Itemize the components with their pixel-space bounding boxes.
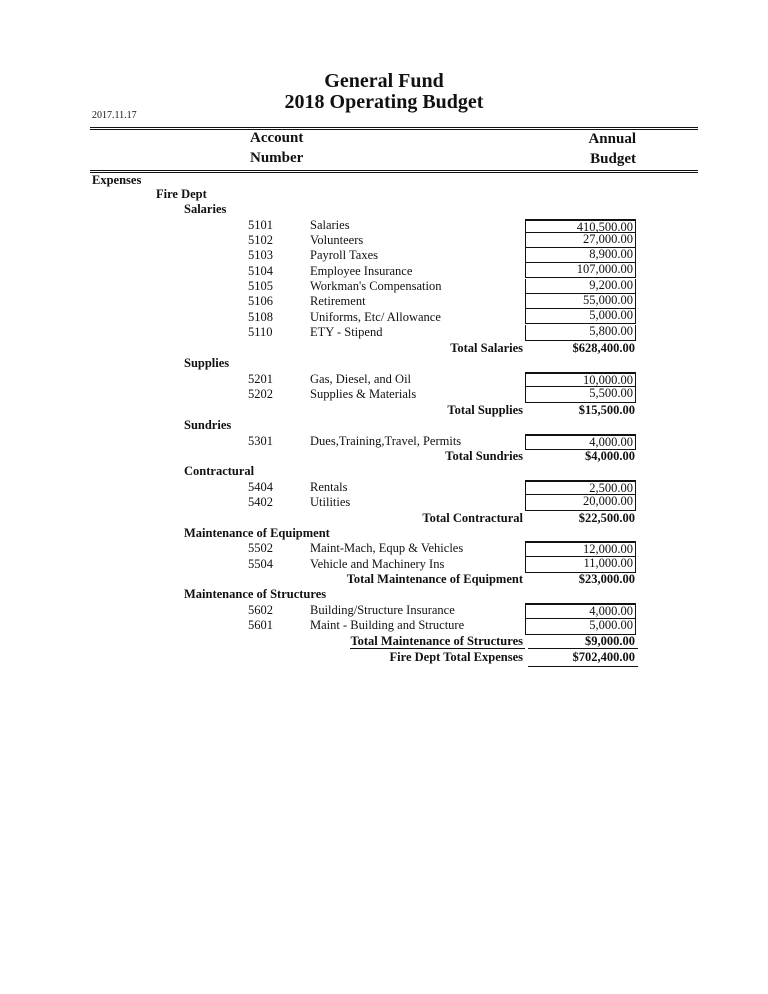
line-item-amount: 5,000.00 (525, 619, 636, 635)
group-heading: Sundries (184, 418, 232, 432)
line-item-amount: 27,000.00 (525, 233, 636, 248)
line-item-description: Volunteers (310, 233, 364, 247)
budget-header-line1: Annual (588, 131, 636, 147)
line-item-description: Maint-Mach, Equp & Vehicles (310, 541, 464, 555)
group-heading: Supplies (184, 356, 230, 370)
line-item-description: Gas, Diesel, and Oil (310, 372, 412, 386)
report-date: 2017.11.17 (92, 110, 137, 121)
line-item-description: Maint - Building and Structure (310, 618, 465, 632)
account-code: 5602 (248, 603, 273, 617)
budget-header-line2: Budget (590, 151, 636, 167)
group-total-amount: $23,000.00 (578, 572, 635, 586)
line-item-description: Vehicle and Machinery Ins (310, 557, 445, 571)
line-item-description: Salaries (310, 218, 350, 232)
line-item-description: Payroll Taxes (310, 248, 378, 262)
account-code: 5502 (248, 541, 273, 555)
line-item-description: Rentals (310, 480, 348, 494)
group-total-amount: $9,000.00 (585, 634, 635, 648)
line-item-amount: 55,000.00 (525, 294, 636, 309)
group-total-amount: $4,000.00 (585, 449, 635, 463)
line-item-amount: 12,000.00 (525, 541, 636, 557)
account-header-line1: Account (250, 130, 304, 146)
line-item-description: Uniforms, Etc/ Allowance (310, 310, 441, 324)
line-item-description: Employee Insurance (310, 264, 413, 278)
account-code: 5110 (248, 325, 273, 339)
account-code: 5104 (248, 264, 273, 278)
section-label: Expenses (92, 173, 142, 187)
line-item-amount: 5,800.00 (525, 325, 636, 341)
header-rule-top-2 (90, 129, 698, 130)
group-total-label: Total Contractural (422, 511, 523, 525)
account-header-line2: Number (250, 150, 304, 166)
line-item-amount: 4,000.00 (525, 603, 636, 619)
report-title: General Fund (324, 70, 444, 92)
group-heading: Contractural (184, 464, 255, 478)
group-heading: Maintenance of Equipment (184, 526, 330, 540)
header-rule-bottom (90, 170, 698, 171)
line-item-amount: 8,900.00 (525, 248, 636, 263)
account-code: 5108 (248, 310, 273, 324)
grand-total-underline (528, 666, 638, 667)
account-code: 5201 (248, 372, 273, 386)
line-item-amount: 20,000.00 (525, 495, 636, 511)
line-item-amount: 10,000.00 (525, 372, 636, 387)
total-underline (528, 648, 638, 649)
account-code: 5601 (248, 618, 273, 632)
account-code: 5106 (248, 294, 273, 308)
line-item-description: ETY - Stipend (310, 325, 383, 339)
account-code: 5404 (248, 480, 273, 494)
line-item-amount: 9,200.00 (525, 279, 636, 294)
total-underline (350, 648, 525, 649)
grand-total-amount: $702,400.00 (572, 650, 635, 664)
line-item-amount: 4,000.00 (525, 434, 636, 450)
group-total-label: Total Maintenance of Equipment (346, 572, 523, 586)
account-code: 5103 (248, 248, 273, 262)
header-rule-top (90, 127, 698, 128)
line-item-amount: 5,500.00 (525, 387, 636, 403)
line-item-description: Workman's Compensation (310, 279, 442, 293)
account-code: 5202 (248, 387, 273, 401)
department-label: Fire Dept (156, 187, 207, 201)
account-code: 5101 (248, 218, 273, 232)
line-item-description: Supplies & Materials (310, 387, 417, 401)
group-total-label: Total Supplies (447, 403, 523, 417)
group-heading: Salaries (184, 202, 227, 216)
line-item-description: Utilities (310, 495, 351, 509)
account-code: 5301 (248, 434, 273, 448)
group-total-label: Total Salaries (450, 341, 523, 355)
group-total-label: Total Sundries (445, 449, 523, 463)
group-total-label: Total Maintenance of Structures (350, 634, 523, 648)
group-total-amount: $22,500.00 (578, 511, 635, 525)
grand-total-label: Fire Dept Total Expenses (389, 650, 523, 664)
group-total-amount: $15,500.00 (578, 403, 635, 417)
report-subtitle: 2018 Operating Budget (284, 91, 484, 113)
line-item-description: Building/Structure Insurance (310, 603, 455, 617)
line-item-description: Dues,Training,Travel, Permits (310, 434, 462, 448)
line-item-amount: 5,000.00 (525, 309, 636, 324)
account-code: 5105 (248, 279, 273, 293)
line-item-amount: 107,000.00 (525, 263, 636, 278)
group-heading: Maintenance of Structures (184, 587, 327, 601)
account-code: 5102 (248, 233, 273, 247)
group-total-amount: $628,400.00 (572, 341, 635, 355)
account-code: 5402 (248, 495, 273, 509)
line-item-description: Retirement (310, 294, 366, 308)
line-item-amount: 410,500.00 (525, 219, 636, 233)
line-item-amount: 11,000.00 (525, 557, 636, 573)
account-code: 5504 (248, 557, 273, 571)
line-item-amount: 2,500.00 (525, 480, 636, 495)
header-rule-bottom-2 (90, 172, 698, 173)
